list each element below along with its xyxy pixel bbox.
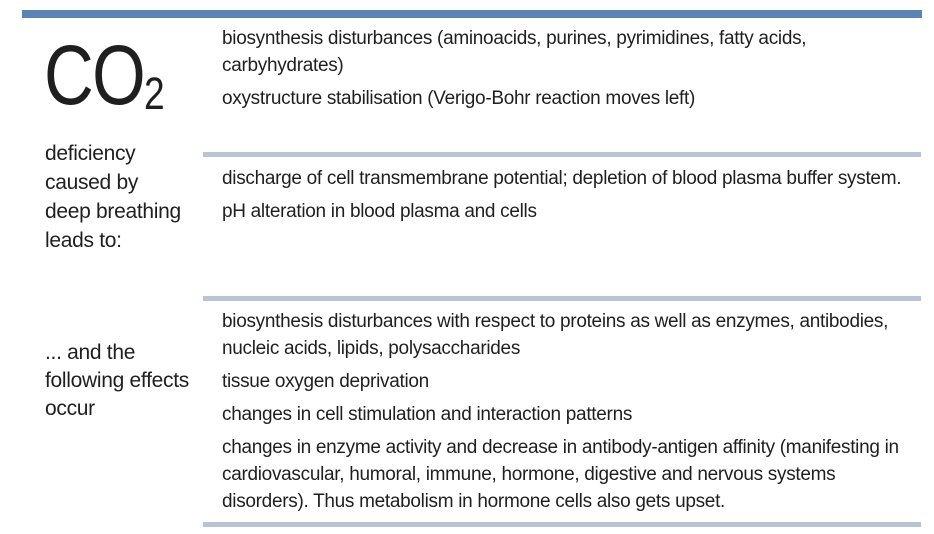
paragraph: biosynthesis disturbances (aminoacids, purines, pyrimidines, fatty acids, carbyhydrates) [222,28,807,76]
section-effects [222,308,922,521]
separator-line [203,296,921,301]
paragraph: tissue oxygen deprivation [222,371,429,392]
paragraph: biosynthesis disturbances with respect to proteins as well as enzymes, antibodies, nucleic acids, lipids, polysaccharides [222,311,889,359]
paragraph: discharge of cell transmembrane potential; depletion of blood plasma buffer system. [222,168,902,189]
effects-label: ... and the following effects occur [45,341,189,420]
separator-line [203,522,921,527]
paragraph: changes in enzyme activity and decrease in antibody-antigen affinity (manifesting in cardiovascular, humoral, immune, hormone, digestive and nervous systems disorders). Thus metabolism in hormone cells also gets upset. [222,437,899,512]
top-accent-bar [22,10,922,18]
paragraph: oxystructure stabilisation (Verigo-Bohr reaction moves left) [222,88,696,109]
paragraph: pH alteration in blood plasma and cells [222,201,537,222]
deficiency-label: deficiency caused by deep breathing leads to: [45,142,181,252]
co2-title [44,28,165,122]
paragraph: changes in cell stimulation and interaction patterns [222,404,633,425]
co2-formula-main: CO [44,28,145,122]
section-biosynthesis [222,25,922,118]
separator-line [203,152,921,157]
section-cell-potential [222,165,922,231]
co2-formula-subscript: 2 [144,67,165,119]
